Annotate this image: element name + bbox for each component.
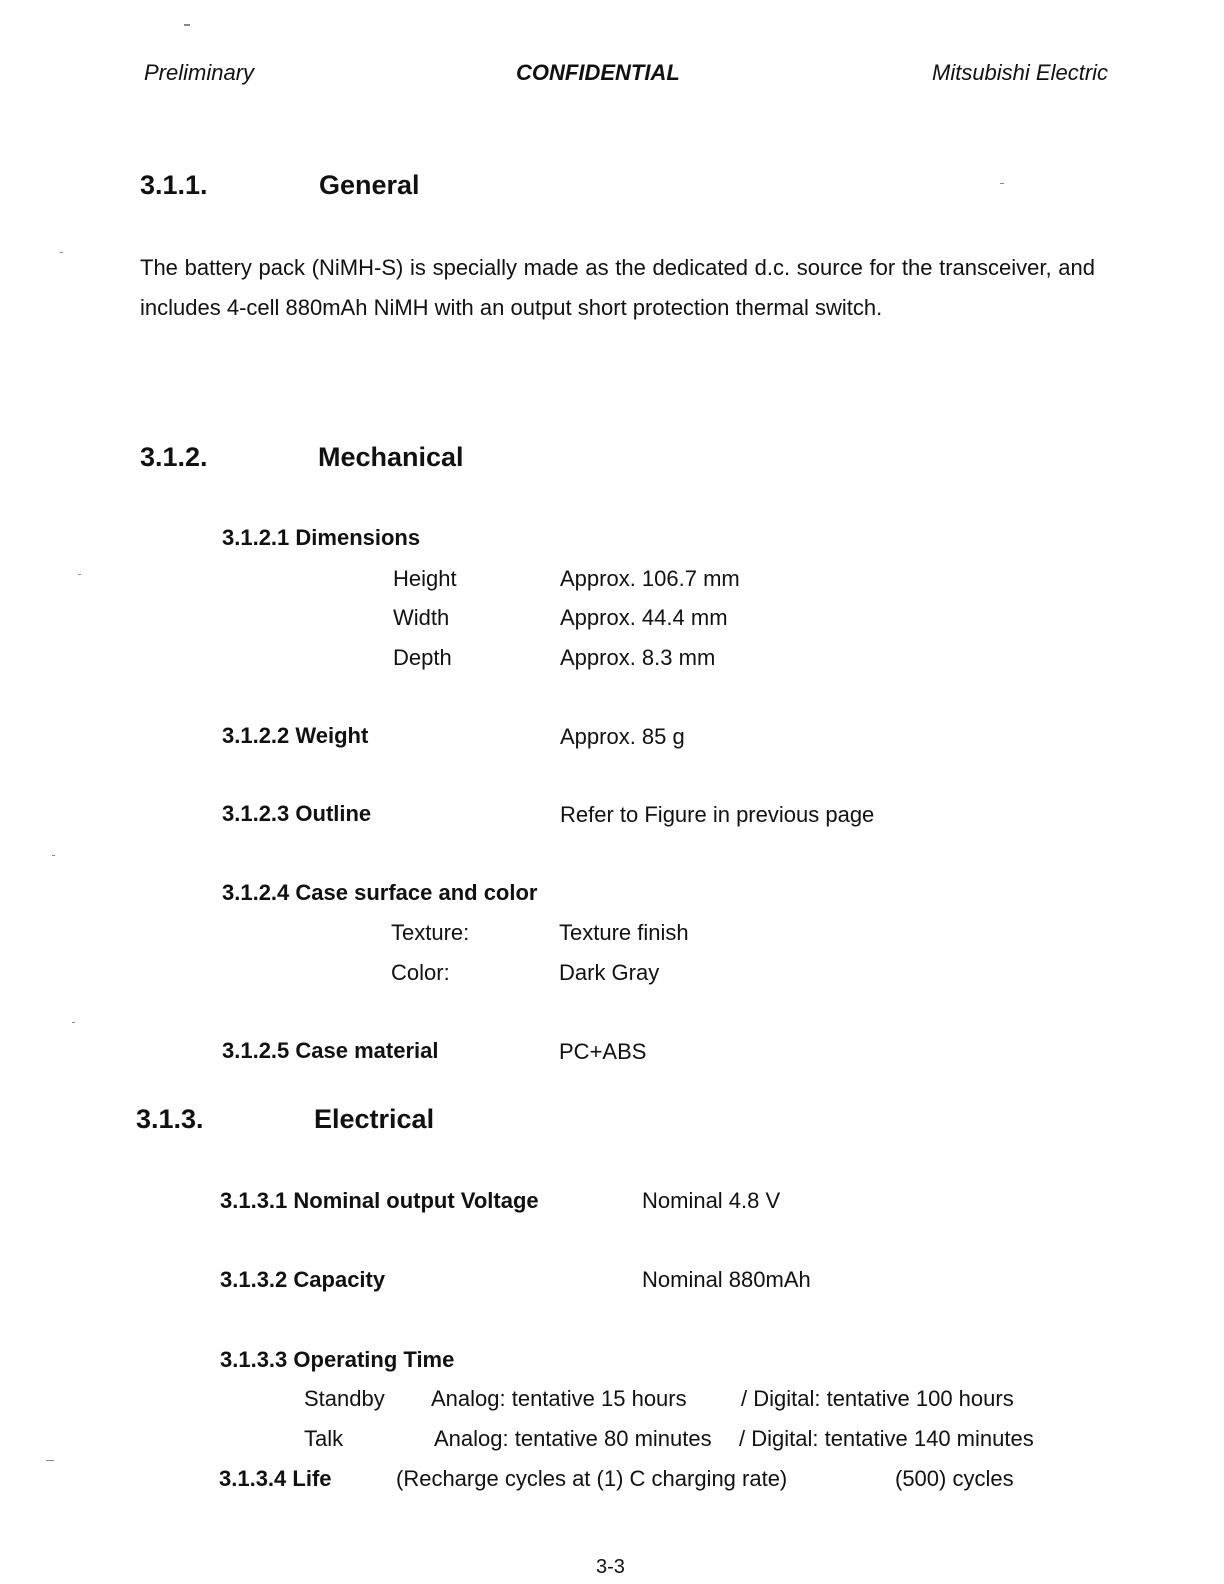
scan-speck bbox=[46, 1460, 54, 1461]
scan-speck bbox=[52, 855, 55, 856]
dimension-label: Height bbox=[393, 566, 457, 591]
capacity-heading: 3.1.3.2 Capacity bbox=[220, 1267, 386, 1292]
capacity-value: Nominal 880mAh bbox=[642, 1267, 811, 1292]
operating-digital: / Digital: tentative 100 hours bbox=[741, 1386, 1014, 1411]
life-condition: (Recharge cycles at (1) C charging rate) bbox=[396, 1466, 788, 1491]
section-number-mechanical: 3.1.2. bbox=[140, 442, 208, 472]
scan-speck bbox=[72, 1022, 75, 1023]
general-paragraph: The battery pack (NiMH-S) is specially made as the dedicated d.c. source for the transceiver, and includes 4-cell 880mAh NiMH with an output short protection thermal switch. bbox=[140, 255, 1095, 320]
page-number: 3-3 bbox=[596, 1556, 625, 1578]
section-title-mechanical: Mechanical bbox=[318, 442, 464, 472]
outline-value: Refer to Figure in previous page bbox=[560, 802, 875, 827]
surface-heading: 3.1.2.4 Case surface and color bbox=[222, 880, 538, 905]
section-number-electrical: 3.1.3. bbox=[136, 1104, 204, 1134]
voltage-value: Nominal 4.8 V bbox=[642, 1188, 781, 1213]
dimension-value: Approx. 106.7 mm bbox=[560, 566, 740, 591]
dimension-label: Width bbox=[393, 605, 450, 630]
life-value: (500) cycles bbox=[895, 1466, 1014, 1491]
operating-analog: Analog: tentative 80 minutes bbox=[434, 1426, 712, 1451]
surface-value: Dark Gray bbox=[559, 960, 660, 985]
material-heading: 3.1.2.5 Case material bbox=[222, 1038, 439, 1063]
section-title-electrical: Electrical bbox=[314, 1104, 435, 1134]
scan-speck bbox=[60, 252, 63, 253]
surface-label: Color: bbox=[391, 960, 450, 985]
voltage-heading: 3.1.3.1 Nominal output Voltage bbox=[220, 1188, 539, 1213]
dimension-label: Depth bbox=[393, 645, 452, 670]
section-number-general: 3.1.1. bbox=[140, 170, 208, 200]
scan-speck bbox=[1000, 183, 1004, 184]
operating-digital: / Digital: tentative 140 minutes bbox=[739, 1426, 1034, 1451]
scan-speck bbox=[184, 24, 190, 26]
operating-heading: 3.1.3.3 Operating Time bbox=[220, 1347, 455, 1372]
outline-heading: 3.1.2.3 Outline bbox=[222, 801, 372, 826]
surface-value: Texture finish bbox=[559, 920, 689, 945]
operating-mode-label: Standby bbox=[304, 1386, 385, 1411]
section-title-general: General bbox=[319, 170, 420, 200]
dimensions-heading: 3.1.2.1 Dimensions bbox=[222, 525, 421, 550]
dimension-value: Approx. 8.3 mm bbox=[560, 645, 716, 670]
dimension-value: Approx. 44.4 mm bbox=[560, 605, 728, 630]
header-center: CONFIDENTIAL bbox=[516, 60, 680, 85]
weight-heading: 3.1.2.2 Weight bbox=[222, 723, 369, 748]
header-left: Preliminary bbox=[144, 60, 255, 85]
operating-analog: Analog: tentative 15 hours bbox=[431, 1386, 687, 1411]
header-right: Mitsubishi Electric bbox=[932, 60, 1109, 85]
weight-value: Approx. 85 g bbox=[560, 724, 685, 749]
operating-mode-label: Talk bbox=[304, 1426, 344, 1451]
scan-speck bbox=[78, 574, 81, 575]
surface-label: Texture: bbox=[391, 920, 470, 945]
material-value: PC+ABS bbox=[559, 1039, 647, 1064]
life-heading: 3.1.3.4 Life bbox=[219, 1466, 332, 1491]
